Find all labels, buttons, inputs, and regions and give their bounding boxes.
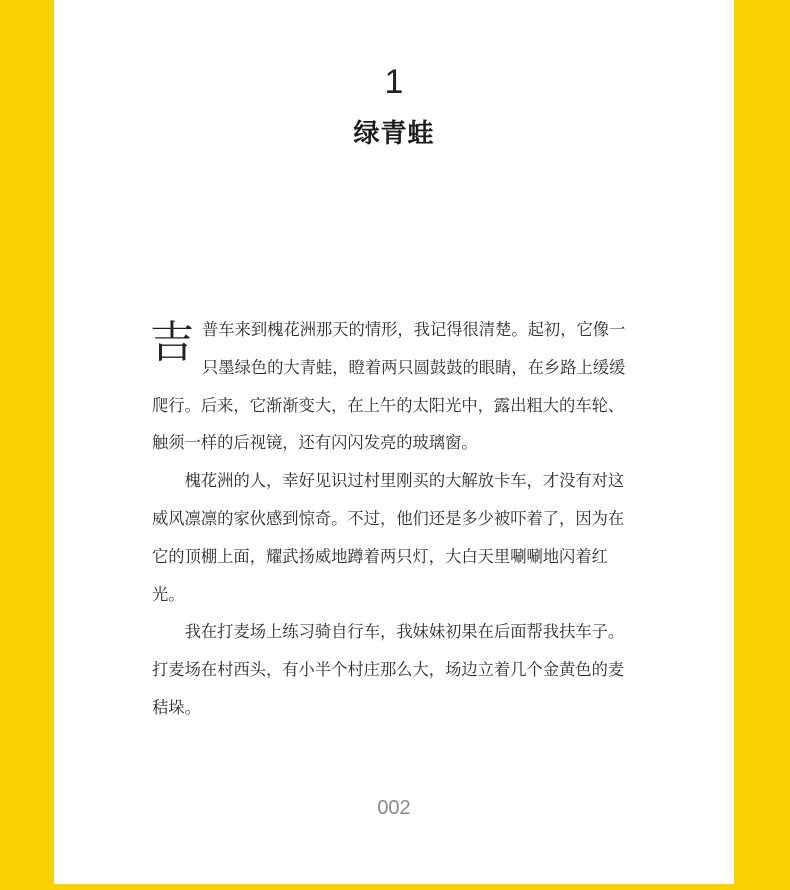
drop-cap: 吉 (150, 317, 194, 368)
paragraph-2: 槐花洲的人，幸好见识过村里刚买的大解放卡车，才没有对这威风凛凛的家伙感到惊奇。不过，他们还是多少被吓着了，因为在它的顶棚上面，耀武扬威地蹲着两只灯，大白天里唰唰地闪着红光。 (152, 471, 625, 604)
book-page (54, 0, 734, 884)
paragraph-1 (152, 311, 630, 462)
paragraph-1-text: 普车来到槐花洲那天的情形，我记得很清楚。起初，它像一只墨绿色的大青蛙，瞪着两只圆鼓鼓的眼睛，在乡路上缓缓爬行。后来，它渐渐变大，在上午的太阳光中，露出粗大的车轮、触须一样的后视镜，还有闪闪发亮的玻璃窗。 (152, 320, 626, 453)
chapter-title: 绿青蛙 (353, 119, 435, 149)
chapter-number: 1 (384, 63, 404, 101)
chapter-body (152, 311, 630, 727)
page-number: 002 (377, 797, 411, 819)
paragraph-3: 我在打麦场上练习骑自行车，我妹妹初果在后面帮我扶车子。打麦场在村西头，有小半个村庄那么大，场边立着几个金黄色的麦秸垛。 (152, 622, 625, 717)
